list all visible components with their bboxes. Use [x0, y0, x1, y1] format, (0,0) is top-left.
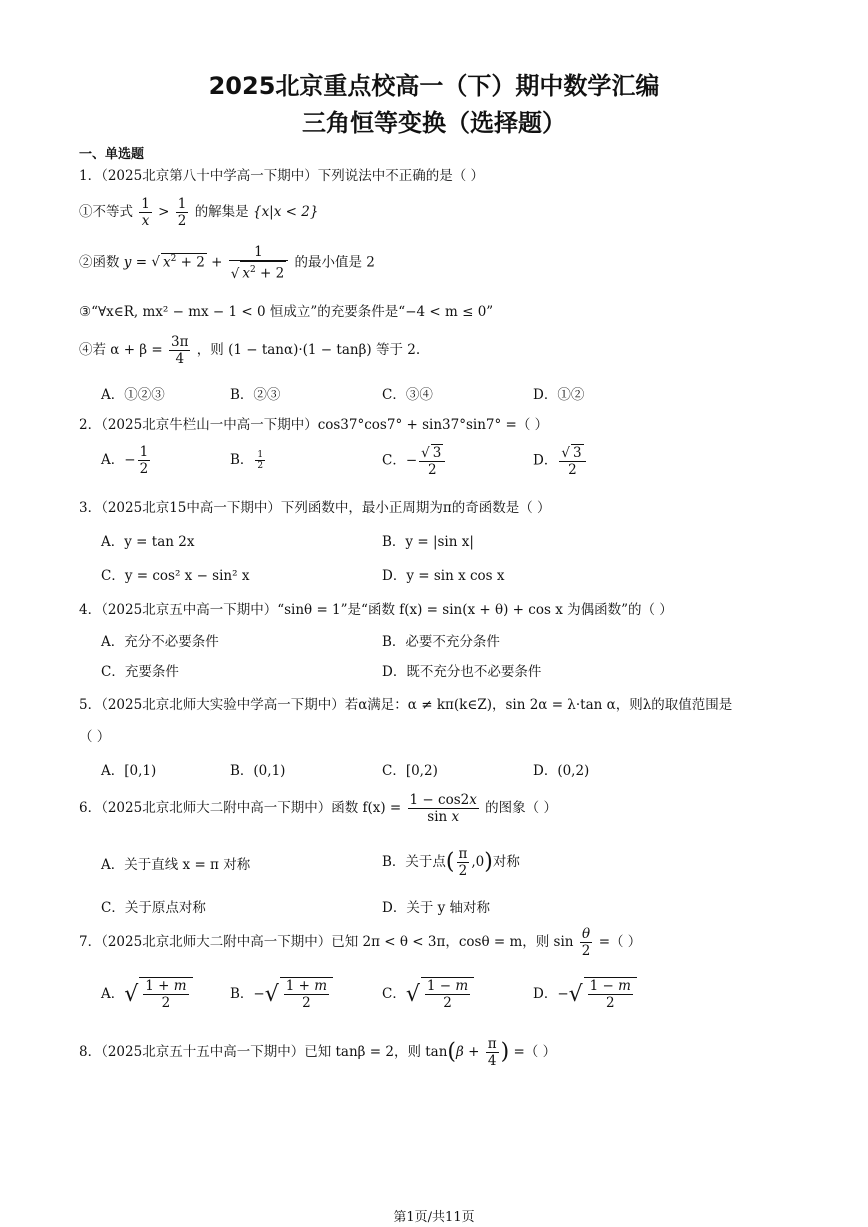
question-4-option-d: D．既不充分也不必要条件 [382, 664, 542, 680]
fraction-1-over-x: $\frac{1}{x}$ [141, 196, 150, 229]
fraction-theta-over-2: $\frac{\theta}{2}$ [581, 926, 591, 959]
question-2-stem: 2．（2025北京牛栏山一中高一下期中）cos37°cos7° + sin37°sin7° =（ ） [79, 417, 549, 433]
question-1-option-c: C．③④ [382, 387, 433, 403]
question-5-stem: 5．（2025北京北师大实验中学高一下期中）若α满足：α ≠ kπ(k∈Z)，sin 2α = λ·tan α，则λ的取值范围是 [79, 697, 733, 713]
question-6-option-d: D．关于 y 轴对称 [382, 900, 491, 916]
question-1-statement-3: ③“∀x∈R, mx² − mx − 1 < 0 恒成立”的充要条件是“−4 < m ≤ 0” [79, 304, 494, 320]
question-2-option-d: D． √ $\frac{3}{2}$ [533, 444, 588, 478]
question-7-option-b: B．−√ $\frac{1 + m}{2}$ [230, 977, 333, 1011]
fraction-function-definition: $\frac{1 - \cos 2x}{\text{sin x}}$ [409, 792, 477, 825]
document-subtitle: 三角恒等变换（选择题） [302, 109, 566, 137]
question-1-option-d: D．①② [533, 387, 585, 403]
question-2-option-a: A．− $\frac{1}{2}$ [101, 444, 149, 477]
question-1-option-b: B．②③ [230, 387, 281, 403]
question-3-stem: 3．（2025北京15中高一下期中）下列函数中，最小正周期为π的奇函数是（ ） [79, 500, 551, 516]
question-6-option-b: B．关于点( $\frac{\pi}{2}$ ,0)对称 [382, 846, 520, 879]
question-1-option-a: A．①②③ [101, 387, 165, 403]
question-7-option-a: A．√ $\frac{1 + m}{2}$ [101, 977, 193, 1011]
question-7-option-d: D．−√ $\frac{1 - m}{2}$ [533, 977, 637, 1011]
question-5-stem-continued: （ ） [79, 729, 111, 745]
question-3-option-c: C．y = cos² x − sin² x [101, 568, 250, 584]
fraction-3pi-over-4: $\frac{3\pi}{4}$ [171, 334, 189, 367]
question-2-option-c: C．− √ $\frac{3}{2}$ [382, 444, 447, 478]
question-7-stem: 7．（2025北京北师大二附中高一下期中）已知 2π < θ < 3π，cosθ = m，则 sin $\frac{\theta}{2}$ =（ ） [79, 926, 642, 959]
question-1-statement-4: ④若 α + β = $\frac{3\pi}{4}$ ，则 (1 − tanα)·(1 − tanβ) 等于 2. [79, 334, 421, 367]
question-5-option-b: B．(0,1) [230, 763, 286, 779]
question-2-option-b: B． $\frac{1}{2}$ [230, 450, 264, 471]
fraction-1-over-2: $\frac{1}{2}$ [177, 196, 187, 229]
question-1-statement-2: ②函数 y = √ $x^2 + 2$ + 1 √ $x^2 + 2$ 的最小值是 2 [79, 244, 375, 282]
question-5-option-a: A．[0,1) [101, 763, 157, 779]
question-1-statement-1: ①不等式 $\frac{1}{x}$ > $\frac{1}{2}$ 的解集是 {x|x < 2} [79, 196, 319, 229]
page-footer: 第1页/共11页 [393, 1210, 475, 1225]
question-1-stem: 1．（2025北京第八十中学高一下期中）下列说法中不正确的是（ ） [79, 168, 484, 184]
question-7-option-c: C．√ $\frac{1 - m}{2}$ [382, 977, 474, 1011]
question-3-option-b: B．y = |sin x| [382, 534, 474, 550]
document-title: 2025北京重点校高一（下）期中数学汇编 [208, 72, 660, 100]
question-6-option-a: A．关于直线 x = π 对称 [101, 857, 251, 873]
question-5-option-c: C．[0,2) [382, 763, 438, 779]
question-6-option-c: C．关于原点对称 [101, 900, 206, 916]
question-3-option-d: D．y = sin x cos x [382, 568, 505, 584]
question-6-stem: 6．（2025北京北师大二附中高一下期中）函数 f(x) = $\frac{1 - \cos 2x}{\text{sin x}}$ 的图象（ ） [79, 792, 557, 825]
question-4-option-b: B．必要不充分条件 [382, 634, 500, 650]
question-8-stem: 8．（2025北京五十五中高一下期中）已知 tanβ = 2，则 tan(β + $\frac{\pi}{4}$ ) =（ ） [79, 1036, 557, 1069]
question-4-stem: 4．（2025北京五中高一下期中）“sinθ = 1”是“函数 f(x) = sin(x + θ) + cos x 为偶函数”的（ ） [79, 602, 673, 618]
section-heading: 一、单选题 [79, 147, 145, 162]
question-4-option-a: A．充分不必要条件 [101, 634, 219, 650]
question-5-option-d: D．(0,2) [533, 763, 590, 779]
fraction-reciprocal-sqrt: 1 √ $x^2 + 2$ [229, 244, 288, 282]
question-4-option-c: C．充要条件 [101, 664, 179, 680]
question-3-option-a: A．y = tan 2x [101, 534, 195, 550]
